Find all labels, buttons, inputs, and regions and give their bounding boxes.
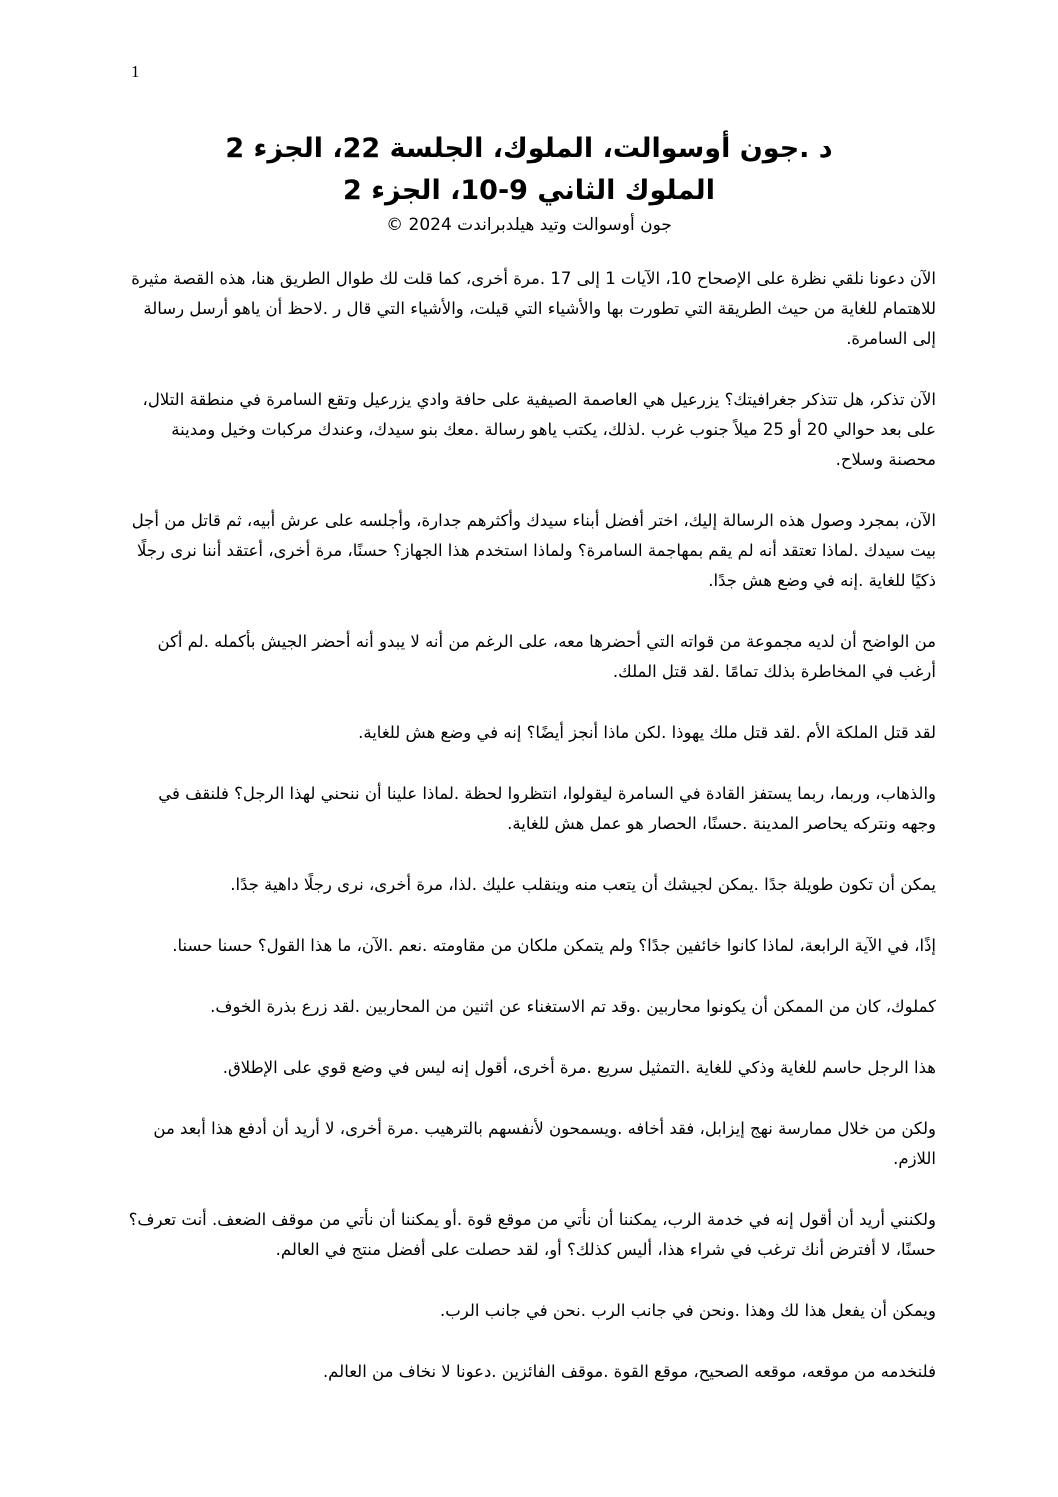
- paragraph: لقد قتل الملكة الأم .لقد قتل ملك يهوذا .لكن ماذا أنجز أيضًا؟ إنه في وضع هش للغاية.: [358, 723, 936, 742]
- paragraph: الآن، بمجرد وصول هذه الرسالة إليك، اختر أفضل أبناء سيدك وأكثرهم جدارة، وأجلسه على عرش أبيه، ثم قاتل من أجل بيت سيدك .لماذا تعتقد أنه لم يقم بمهاجمة السامرة؟ ولماذا استخدم هذا الجهاز؟ حسنًا، مرة أخرى، أعتقد أننا نرى رجلًا ذكيًا للغاية .إنه في وضع هش جدًا.: [131, 511, 936, 590]
- paragraph: والذهاب، وربما، ربما يستفز القادة في السامرة ليقولوا، انتظروا لحظة .لماذا علينا أن ننحني لهذا الرجل؟ فلنقف في وجهه ونتركه يحاصر المدينة .حسنًا، الحصار هو عمل هش للغاية.: [158, 784, 936, 833]
- document-body: [125, 264, 936, 1418]
- paragraph: كملوك، كان من الممكن أن يكونوا محاربين .وقد تم الاستغناء عن اثنين من المحاربين .لقد زرع بذرة الخوف.: [210, 997, 936, 1016]
- paragraph: ولكنني أريد أن أقول إنه في خدمة الرب، يمكننا أن نأتي من موقع قوة .أو يمكننا أن نأتي من موقف الضعف. أنت تعرف؟ حسنًا، لا أفترض أنك ترغب في شراء هذا، أليس كذلك؟ أو، لقد حصلت على أفضل منتج في العالم.: [128, 1210, 936, 1259]
- copyright-notice: جون أوسوالت وتيد هيلدبراندت 2024 ©: [386, 215, 672, 235]
- document-title-line-2: الملوك الثاني 9-10، الجزء 2: [343, 175, 715, 206]
- paragraph: الآن دعونا نلقي نظرة على الإصحاح 10، الآيات 1 إلى 17 .مرة أخرى، كما قلت لك طوال الطريق هنا، هذه القصة مثيرة للاهتمام للغاية من حيث الطريقة التي تطورت بها والأشياء التي قيلت، والأشياء التي قال ر .لاحظ أن ياهو أرسل رسالة إلى السامرة.: [131, 269, 936, 348]
- paragraph: فلنخدمه من موقعه، موقعه الصحيح، موقع القوة .موقف الفائزين .دعونا لا نخاف من العالم.: [322, 1362, 936, 1381]
- paragraph: هذا الرجل حاسم للغاية وذكي للغاية .التمثيل سريع .مرة أخرى، أقول إنه ليس في وضع قوي على الإطلاق.: [222, 1058, 936, 1077]
- paragraph: من الواضح أن لديه مجموعة من قواته التي أحضرها معه، على الرغم من أنه لا يبدو أنه أحضر الجيش بأكمله .لم أكن أرغب في المخاطرة بذلك تمامًا .لقد قتل الملك.: [157, 632, 936, 681]
- paragraph: ويمكن أن يفعل هذا لك وهذا .ونحن في جانب الرب .نحن في جانب الرب.: [440, 1301, 936, 1320]
- page-number: 1: [131, 62, 140, 81]
- paragraph: إذًا، في الآية الرابعة، لماذا كانوا خائفين جدًا؟ ولم يتمكن ملكان من مقاومته .نعم .الآن، ما هذا القول؟ حسنا حسنا.: [172, 936, 936, 955]
- paragraph: الآن تذكر، هل تتذكر جغرافيتك؟ يزرعيل هي العاصمة الصيفية على حافة وادي يزرعيل وتقع السامرة في منطقة التلال، على بعد حوالي 20 أو 25 ميلاً جنوب غرب .لذلك، يكتب ياهو رسالة .معك بنو سيدك، وعندك مركبات وخيل ومدينة محصنة وسلاح.: [142, 390, 936, 469]
- paragraph: يمكن أن تكون طويلة جدًا .يمكن لجيشك أن يتعب منه وينقلب عليك .لذا، مرة أخرى، نرى رجلًا داهية جدًا.: [230, 875, 936, 894]
- paragraph: ولكن من خلال ممارسة نهج إيزابل، فقد أخافه .ويسمحون لأنفسهم بالترهيب .مرة أخرى، لا أريد أن أدفع هذا أبعد من اللازم.: [153, 1119, 936, 1168]
- document-title-line-1: د .جون أوسوالت، الملوك، الجلسة 22، الجزء 2: [225, 133, 833, 164]
- document-header: [120, 128, 938, 238]
